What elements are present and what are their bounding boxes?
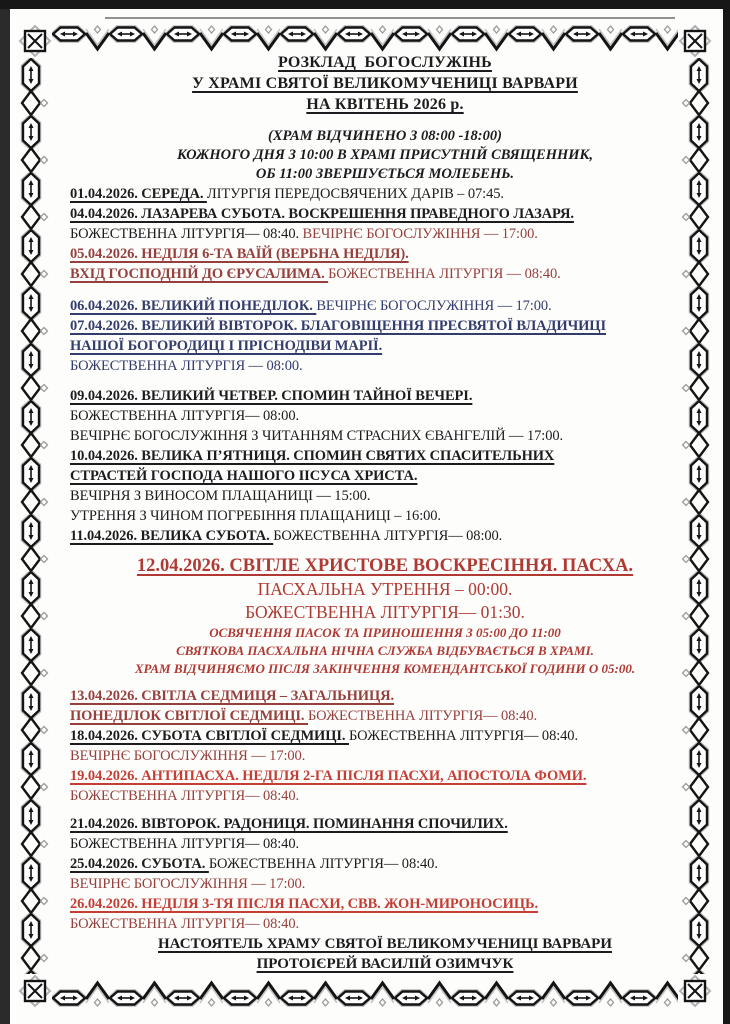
text-segment: НАСТОЯТЕЛЬ ХРАМУ СВЯТОЇ ВЕЛИКОМУЧЕНИЦІ ВАРВАРИ	[158, 936, 612, 952]
schedule-line	[70, 746, 700, 766]
schedule-line	[70, 466, 700, 486]
schedule-line	[70, 526, 700, 546]
text-segment: ВЕЧІРНЯ З ВИНОСОМ ПЛАЩАНИЦІ — 15:00.	[70, 488, 371, 504]
text-segment: КОЖНОГО ДНЯ З 10:00 В ХРАМІ ПРИСУТНІЙ СВЯЩЕННИК,	[176, 147, 594, 163]
schedule-line	[70, 786, 700, 806]
text-segment: ВЕЧІРНЄ БОГОСЛУЖІННЯ З ЧИТАННЯМ СТРАСНИХ ЄВАНГЕЛІЙ — 17:00.	[70, 428, 564, 444]
schedule-line	[70, 854, 700, 874]
text-segment: 13.04.2026. СВІТЛА СЕДМИЦЯ – ЗАГАЛЬНИЦЯ.	[70, 688, 395, 704]
schedule-line	[70, 127, 700, 146]
schedule-line	[70, 601, 700, 624]
schedule-line	[70, 624, 700, 642]
schedule-line	[70, 296, 700, 316]
text-segment: БОЖЕСТВЕННА ЛІТУРГІЯ — 08:40.	[328, 266, 561, 282]
schedule-content	[70, 52, 700, 974]
photo-edge-left	[0, 9, 10, 1024]
schedule-line	[70, 446, 700, 466]
schedule-line	[70, 244, 700, 264]
text-segment: БОЖЕСТВЕННА ЛІТУРГІЯ— 08:00.	[70, 408, 299, 424]
scan-artifact-line	[105, 17, 675, 19]
schedule-line	[70, 834, 700, 854]
text-segment: У ХРАМІ СВЯТОЇ ВЕЛИКОМУЧЕНИЦІ ВАРВАРИ	[192, 75, 578, 92]
schedule-line	[70, 766, 700, 786]
schedule-line	[70, 336, 700, 356]
schedule-line	[70, 686, 700, 706]
text-segment: РОЗКЛАД БОГОСЛУЖІНЬ	[278, 54, 492, 71]
schedule-line	[70, 660, 700, 678]
photo-edge-right	[723, 0, 730, 1024]
ornament-corner-icon	[18, 24, 52, 58]
schedule-line	[70, 554, 700, 578]
schedule-line	[70, 73, 700, 94]
schedule-line	[70, 642, 700, 660]
ornament-border-bottom	[52, 976, 678, 1008]
schedule-line	[70, 356, 700, 376]
text-segment: БОЖЕСТВЕННА ЛІТУРГІЯ— 01:30.	[245, 602, 525, 622]
text-segment: 07.04.2026. ВЕЛИКИЙ ВІВТОРОК. БЛАГОВІЩЕННЯ ПРЕСВЯТОЇ ВЛАДИЧИЦІ	[70, 318, 607, 334]
text-segment: ОБ 11:00 ЗВЕРШУЄТЬСЯ МОЛЕБЕНЬ.	[255, 166, 515, 182]
text-segment: ПОНЕДІЛОК СВІТЛОЇ СЕДМИЦІ.	[70, 708, 308, 724]
text-segment: 05.04.2026. НЕДІЛЯ 6-ТА ВАЇЙ (ВЕРБНА НЕДІЛЯ).	[70, 246, 409, 262]
schedule-line	[70, 954, 700, 974]
text-segment: 09.04.2026. ВЕЛИКИЙ ЧЕТВЕР. СПОМИН ТАЙНОЇ ВЕЧЕРІ.	[70, 388, 473, 404]
text-segment: БОЖЕСТВЕННА ЛІТУРГІЯ— 08:40.	[70, 226, 303, 242]
schedule-line	[70, 894, 700, 914]
text-segment: СВЯТКОВА ПАСХАЛЬНА НІЧНА СЛУЖБА ВІДБУВАЄТЬСЯ В ХРАМІ.	[176, 643, 594, 658]
schedule-line	[70, 264, 700, 284]
text-segment: 26.04.2026. НЕДІЛЯ 3-ТЯ ПІСЛЯ ПАСХИ, СВВ. ЖОН-МИРОНОСИЦЬ.	[70, 896, 539, 912]
text-segment: ПАСХАЛЬНА УТРЕННЯ – 00:00.	[257, 579, 513, 599]
schedule-line	[70, 874, 700, 894]
text-segment: БОЖЕСТВЕННА ЛІТУРГІЯ— 08:40.	[70, 916, 299, 932]
text-segment: ВЕЧІРНЄ БОГОСЛУЖІННЯ — 17:00.	[70, 748, 306, 764]
text-segment: ХРАМ ВІДЧИНЯЄМО ПІСЛЯ ЗАКІНЧЕННЯ КОМЕНДАНТСЬКОЇ ГОДИНИ О 05:00.	[134, 661, 636, 676]
schedule-line	[70, 165, 700, 184]
text-segment: УТРЕННЯ З ЧИНОМ ПОГРЕБІННЯ ПЛАЩАНИЦІ – 16:00.	[70, 508, 441, 524]
schedule-line	[70, 506, 700, 526]
text-segment: 04.04.2026. ЛАЗАРЕВА СУБОТА. ВОСКРЕШЕННЯ ПРАВЕДНОГО ЛАЗАРЯ.	[70, 206, 574, 222]
text-segment: НА КВІТЕНЬ 2026 р.	[306, 96, 464, 113]
ornament-corner-icon	[678, 974, 712, 1008]
schedule-line	[70, 814, 700, 834]
schedule-line	[70, 934, 700, 954]
schedule-line	[70, 726, 700, 746]
text-segment: ПРОТОІЄРЕЙ ВАСИЛІЙ ОЗИМЧУК	[256, 956, 514, 972]
text-segment: 01.04.2026. СЕРЕДА.	[70, 186, 207, 202]
schedule-line	[70, 578, 700, 601]
text-segment: БОЖЕСТВЕННА ЛІТУРГІЯ— 08:40.	[70, 836, 299, 852]
schedule-line	[70, 406, 700, 426]
text-segment: 25.04.2026. СУБОТА.	[70, 856, 209, 872]
text-segment: 06.04.2026. ВЕЛИКИЙ ПОНЕДІЛОК.	[70, 298, 317, 314]
text-segment: НАШОЇ БОГОРОДИЦІ І ПРІСНОДІВИ МАРІЇ.	[70, 338, 383, 354]
schedule-line	[70, 52, 700, 73]
text-segment: ОСВЯЧЕННЯ ПАСОК ТА ПРИНОШЕННЯ З 05:00 ДО 11:00	[209, 625, 561, 640]
text-segment: 21.04.2026. ВІВТОРОК. РАДОНИЦЯ. ПОМИНАННЯ СПОЧИЛИХ.	[70, 816, 508, 832]
schedule-line	[70, 224, 700, 244]
text-segment: ВЕЧІРНЄ БОГОСЛУЖІННЯ — 17:00.	[316, 298, 552, 314]
text-segment: 11.04.2026. ВЕЛИКА СУБОТА.	[70, 528, 274, 544]
schedule-line	[70, 184, 700, 204]
text-segment: БОЖЕСТВЕННА ЛІТУРГІЯ— 08:40.	[348, 728, 578, 744]
schedule-line	[70, 146, 700, 165]
schedule-line	[70, 94, 700, 115]
ornament-corner-icon	[18, 974, 52, 1008]
photo-edge-top	[0, 0, 730, 9]
text-segment: ВЕЧІРНЄ БОГОСЛУЖІННЯ — 17:00.	[302, 226, 538, 242]
text-segment: ВЕЧІРНЄ БОГОСЛУЖІННЯ — 17:00.	[70, 876, 306, 892]
schedule-line	[70, 204, 700, 224]
text-segment: ВХІД ГОСПОДНІЙ ДО ЄРУСАЛИМА.	[70, 266, 329, 282]
text-segment: БОЖЕСТВЕННА ЛІТУРГІЯ— 08:00.	[273, 528, 503, 544]
text-segment: СТРАСТЕЙ ГОСПОДА НАШОГО ІІСУСА ХРИСТА.	[70, 468, 418, 484]
text-segment: БОЖЕСТВЕННА ЛІТУРГІЯ— 08:40.	[70, 788, 299, 804]
text-segment: 12.04.2026. СВІТЛЕ ХРИСТОВЕ ВОСКРЕСІННЯ. ПАСХА.	[136, 556, 634, 576]
text-segment: 18.04.2026. СУБОТА СВІТЛОЇ СЕДМИЦІ.	[70, 728, 349, 744]
schedule-line	[70, 426, 700, 446]
schedule-line	[70, 316, 700, 336]
text-segment: БОЖЕСТВЕННА ЛІТУРГІЯ— 08:40.	[308, 708, 537, 724]
schedule-line	[70, 386, 700, 406]
text-segment: БОЖЕСТВЕННА ЛІТУРГІЯ — 08:00.	[70, 358, 303, 374]
ornament-border-left	[18, 58, 50, 974]
schedule-line	[70, 486, 700, 506]
text-segment: (ХРАМ ВІДЧИНЕНО З 08:00 -18:00)	[268, 128, 502, 144]
text-segment: ЛІТУРГІЯ ПЕРЕДОСВЯЧЕНИХ ДАРІВ – 07:45.	[206, 186, 504, 202]
schedule-line	[70, 914, 700, 934]
text-segment: БОЖЕСТВЕННА ЛІТУРГІЯ— 08:40.	[208, 856, 438, 872]
schedule-line	[70, 706, 700, 726]
text-segment: 10.04.2026. ВЕЛИКА П’ЯТНИЦЯ. СПОМИН СВЯТИХ СПАСИТЕЛЬНИХ	[70, 448, 555, 464]
text-segment: 19.04.2026. АНТИПАСХА. НЕДІЛЯ 2-ГА ПІСЛЯ ПАСХИ, АПОСТОЛА ФОМИ.	[70, 768, 587, 784]
